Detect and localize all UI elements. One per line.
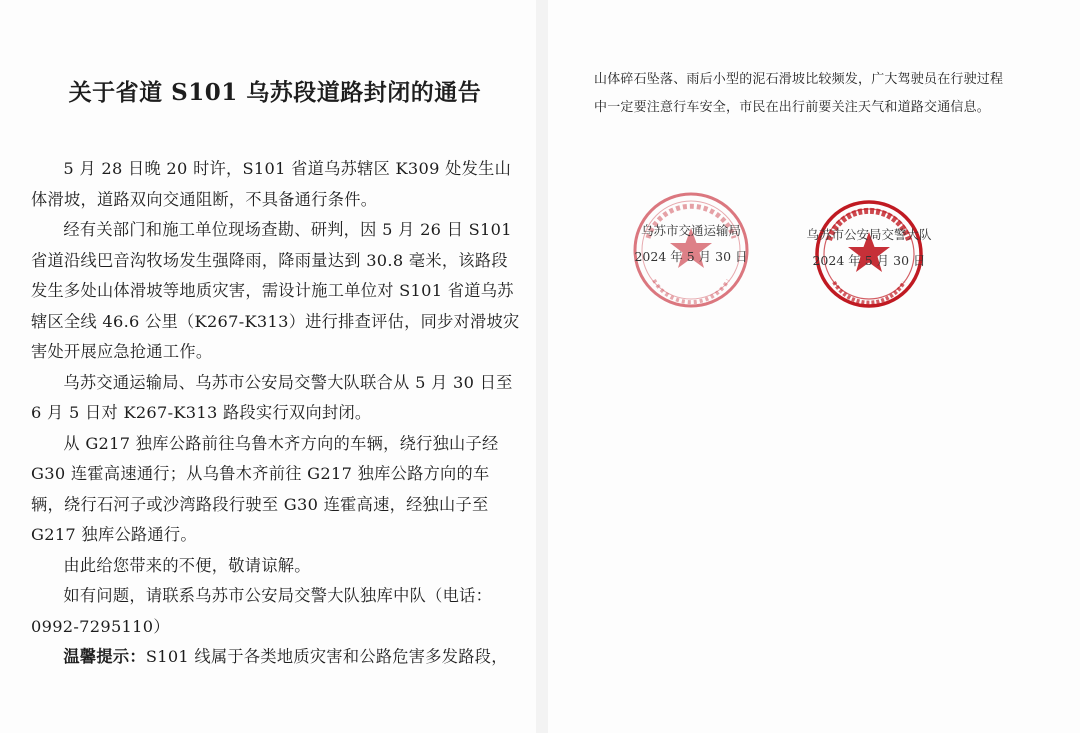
paragraph-apology: 由此给您带来的不便，敬请谅解。 bbox=[63, 555, 311, 575]
tip-continuation: 山体碎石坠落、雨后小型的泥石滑坡比较频发，广大驾驶员在行驶过程中一定要注意行车安全，市民在出行前要关注天气和道路交通信息。 bbox=[594, 72, 1004, 115]
paragraph-closure: 乌苏交通运输局、乌苏市公安局交警大队联合从 5 月 30 日至 6 月 5 日对 K267-K313 路段实行双向封闭。 bbox=[31, 372, 513, 422]
paragraph-detour: 从 G217 独库公路前往乌鲁木齐方向的车辆，绕行独山子经 G30 连霍高速通行；从乌鲁木齐前往 G217 独库公路方向的车辆，绕行石河子或沙湾路段行驶至 G30 连霍高速，经独山子至 G217 独库公路通行。 bbox=[31, 433, 499, 544]
signature-block-police bbox=[794, 192, 944, 322]
signature-org: 乌苏市交通运输局 bbox=[640, 223, 741, 238]
notice-page-right bbox=[548, 0, 1080, 733]
paragraph-investigation: 经有关部门和施工单位现场查勘、研判，因 5 月 26 日 S101 省道沿线巴音沟牧场发生强降雨，降雨量达到 30.8 毫米，该路段发生多处山体滑坡等地质灾害，需设计施工单位对 S101 省道乌苏辖区全线 46.6 公里（K267-K313）进行排查评估，同步对滑坡灾害处开展应急抢通工作。 bbox=[31, 220, 520, 361]
paragraph-incident: 5 月 28 日晚 20 时许，S101 省道乌苏辖区 K309 处发生山体滑坡，道路双向交通阻断，不具备通行条件。 bbox=[31, 159, 512, 209]
notice-body bbox=[31, 154, 521, 673]
contact-phone: 0992-7295110） bbox=[31, 616, 170, 636]
signature-org: 乌苏市公安局交警大队 bbox=[806, 227, 932, 242]
tip-text: S101 线属于各类地质灾害和公路危害多发路段， bbox=[145, 647, 508, 666]
tip-label: 温馨提示： bbox=[63, 647, 146, 666]
signature-date: 2024 年 5 月 30 日 bbox=[634, 249, 748, 264]
notice-title: 关于省道 S101 乌苏段道路封闭的通告 bbox=[68, 79, 482, 106]
paragraph-contact: 如有问题，请联系乌苏市公安局交警大队独库中队（电话： bbox=[63, 586, 493, 605]
notice-page-left bbox=[0, 0, 536, 733]
paragraph-tip bbox=[31, 642, 521, 673]
signature-date: 2024 年 5 月 30 日 bbox=[812, 253, 926, 268]
signature-block-transport bbox=[616, 188, 766, 318]
